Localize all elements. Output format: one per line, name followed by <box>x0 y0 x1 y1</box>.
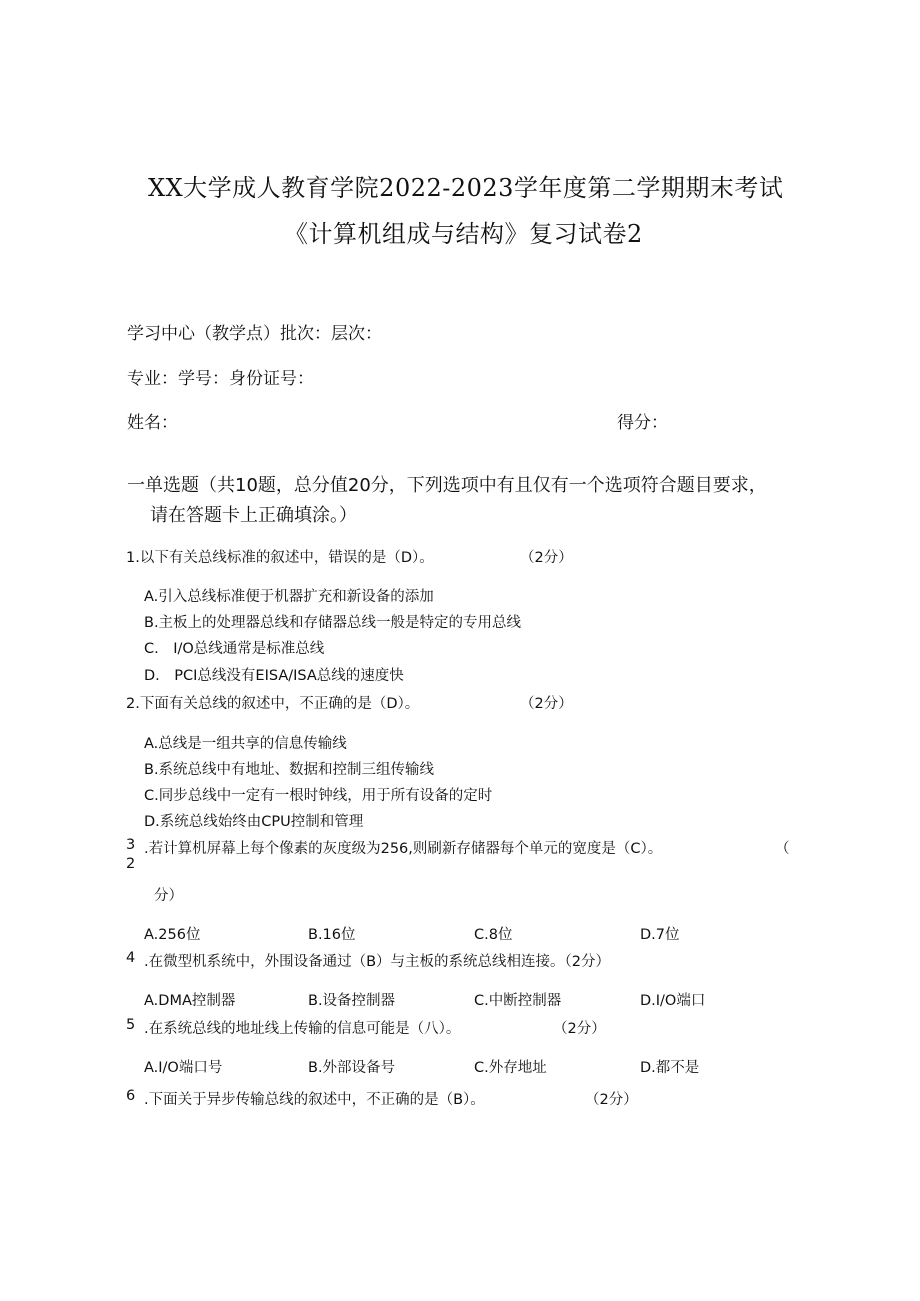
question-5-number: 5 <box>126 1017 136 1033</box>
question-5-text: .在系统总线的地址线上传输的信息可能是（八）。 <box>144 1021 461 1037</box>
exam-subtitle: 《计算机组成与结构》复习试卷2 <box>284 220 643 248</box>
question-4-option-a: A.DMA控制器 <box>144 993 236 1009</box>
question-2-score: （2分） <box>520 696 573 712</box>
section-heading: 一单选题（共10题，总分值20分，下列选项中有且仅有一个选项符合题目要求， <box>127 475 767 496</box>
question-1-option-d: D. PCI总线没有EISA/ISA总线的速度快 <box>144 668 404 684</box>
exam-title: XX大学成人教育学院2022-2023学年度第二学期期末考试 <box>148 174 784 202</box>
question-1-score: （2分） <box>520 550 573 566</box>
question-2-option-b: B.系统总线中有地址、数据和控制三组传输线 <box>144 762 435 778</box>
info-score-label: 得分： <box>617 413 668 433</box>
question-5-option-a: A.I/O端口号 <box>144 1060 223 1076</box>
question-4-option-d: D.I/O端口 <box>640 993 706 1009</box>
question-3-text: .若计算机屏幕上每个像素的灰度级为256,则刷新存储器每个单元的宽度是（C）。 <box>144 841 663 857</box>
question-6-score: （2分） <box>585 1092 638 1108</box>
question-3-number: 3 <box>126 837 136 853</box>
info-line-major: 专业：学号：身份证号： <box>127 369 314 389</box>
info-name-label: 姓名： <box>127 413 178 433</box>
question-3-score-unit: 分） <box>154 888 183 904</box>
question-1-option-b: B.主板上的处理器总线和存储器总线一般是特定的专用总线 <box>144 615 522 631</box>
question-2-option-c: C.同步总线中一定有一根时钟线，用于所有设备的定时 <box>144 788 493 804</box>
question-2-option-a: A.总线是一组共享的信息传输线 <box>144 736 347 752</box>
question-3-score-open: （ <box>775 841 790 857</box>
question-3-option-b: B.16位 <box>308 927 356 943</box>
question-1-option-a: A.引入总线标准便于机器扩充和新设备的添加 <box>144 589 434 605</box>
question-3-option-c: C.8位 <box>474 927 513 943</box>
question-5-option-d: D.都不是 <box>640 1060 700 1076</box>
info-line-center: 学习中心（教学点）批次：层次： <box>127 324 382 344</box>
question-4-number: 4 <box>126 950 136 966</box>
question-1-text: 1.以下有关总线标准的叙述中，错误的是（D）。 <box>126 550 434 566</box>
section-heading-cont: 请在答题卡上正确填涂。） <box>150 505 357 526</box>
question-3-option-a: A.256位 <box>144 927 201 943</box>
question-6-number: 6 <box>126 1088 136 1104</box>
question-2-text: 2.下面有关总线的叙述中，不正确的是（D）。 <box>126 696 420 712</box>
question-4-text: .在微型机系统中，外围设备通过（B）与主板的系统总线相连接。（2分） <box>144 954 611 970</box>
question-2-option-d: D.系统总线始终由CPU控制和管理 <box>144 814 364 830</box>
question-5-score: （2分） <box>553 1021 606 1037</box>
question-4-option-b: B.设备控制器 <box>308 993 396 1009</box>
question-1-option-c: C. I/O总线通常是标准总线 <box>144 641 325 657</box>
question-5-option-b: B.外部设备号 <box>308 1060 396 1076</box>
question-3-score-value: 2 <box>126 856 136 872</box>
question-3-option-d: D.7位 <box>640 927 680 943</box>
question-5-option-c: C.外存地址 <box>474 1060 547 1076</box>
question-4-option-c: C.中断控制器 <box>474 993 562 1009</box>
question-6-text: .下面关于异步传输总线的叙述中，不正确的是（B）。 <box>144 1092 485 1108</box>
